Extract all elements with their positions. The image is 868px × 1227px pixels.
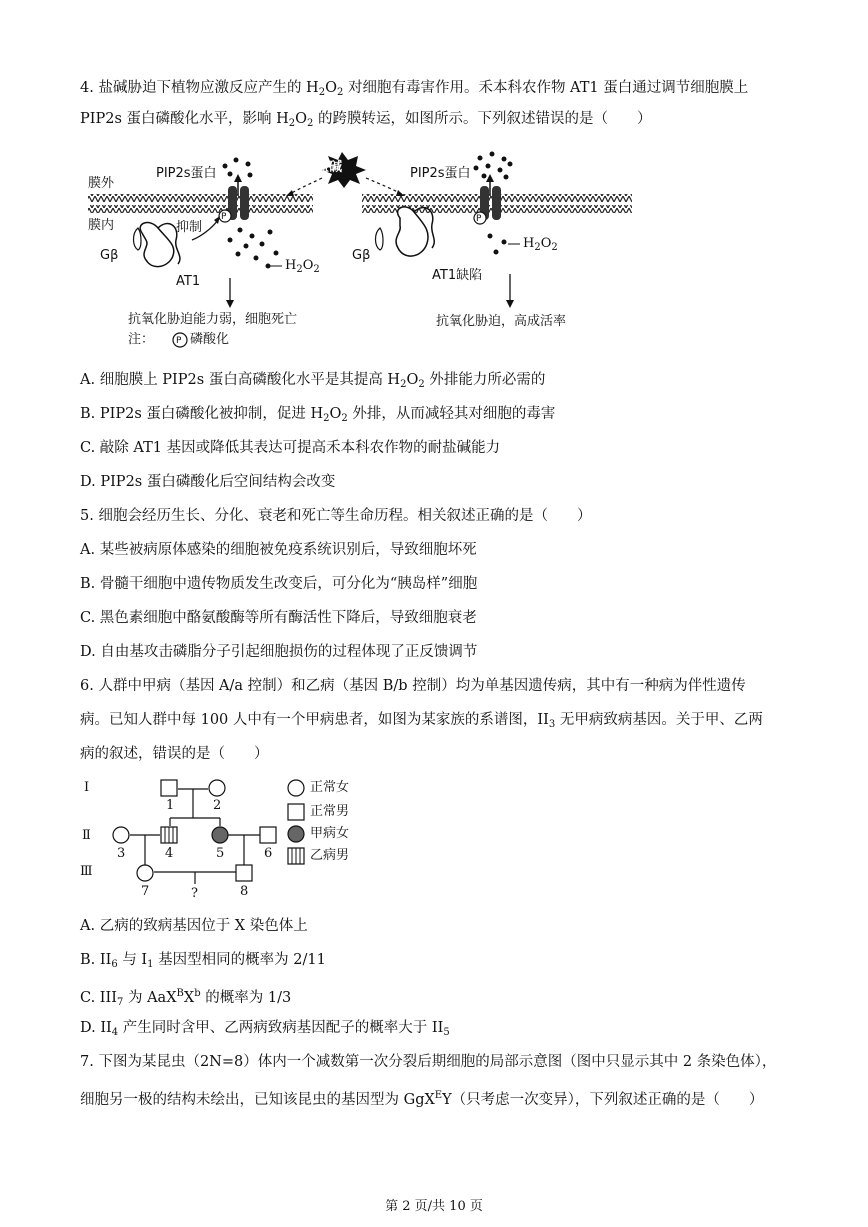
gbeta-label-left: Gβ xyxy=(100,248,119,263)
gbeta-label-right: Gβ xyxy=(352,248,371,263)
pedigree-i2-female xyxy=(209,780,225,796)
inside-label: 膜内 xyxy=(88,218,115,233)
gbeta-right-icon xyxy=(376,228,384,250)
at1-label: AT1 xyxy=(176,274,201,289)
h2o2-dots-outside-left xyxy=(223,158,253,178)
pedigree-ii3-female xyxy=(113,827,129,843)
stress-label: 盐碱 xyxy=(316,160,343,175)
note-text: 磷酸化 xyxy=(190,332,230,347)
h2o2-label-left: $H_2O_2$ xyxy=(285,258,320,275)
q7-stem-line2: 细胞另一极的结构未绘出，已知该昆虫的基因型为 GgX$^E$Y（只考虑一次变异），下列叙述正确的是（ ） xyxy=(80,1090,764,1108)
text: 的跨膜转运，如图所示。下列叙述错误的是（ ） xyxy=(313,111,652,127)
page-footer: 第 2 页/共 10 页 xyxy=(385,1199,483,1214)
gen-label-ii: Ⅱ xyxy=(82,828,91,843)
at1-protein-left-icon xyxy=(140,223,180,267)
q4-option-a: A. 细胞膜上 PIP2s 蛋白高磷酸化水平是其提高 $H_2O_2$ 外排能力所必需的 xyxy=(80,372,546,390)
label-5: 5 xyxy=(216,846,225,861)
legend-normal-male-icon xyxy=(288,804,304,820)
gbeta-left-icon xyxy=(134,228,142,250)
subscript: 2 xyxy=(307,118,314,129)
q5-option-a: A. 某些被病原体感染的细胞被免疫系统识别后，导致细胞坏死 xyxy=(80,542,477,558)
legend-normal-female-icon xyxy=(288,780,304,796)
legend-affected-female: 甲病女 xyxy=(310,826,350,841)
q5-option-c: C. 黑色素细胞中酪氨酸酶等所有酶活性下降后，导致细胞衰老 xyxy=(80,610,477,626)
label-6: 6 xyxy=(264,846,273,861)
h2o2-dots-inside-right xyxy=(488,234,507,255)
q6-option-d: D. $II_4$ 产生同时含甲、乙两病致病基因配子的概率大于 $II_5$ xyxy=(80,1020,450,1038)
inhibit-label: 抑制 xyxy=(176,220,203,235)
pedigree-ii6-male xyxy=(260,827,276,843)
h2o2-dots-outside-right xyxy=(474,152,513,180)
q6-stem-line2: 病。已知人群中每 100 人中有一个甲病患者，如图为某家族的系谱图，$II_3$ 无甲病致病基因。关于甲、乙两 xyxy=(80,712,763,730)
phosphate-left-label: P xyxy=(221,212,227,222)
pedigree-iii7-female xyxy=(137,865,153,881)
membrane-left-lower xyxy=(88,205,313,213)
label-1: 1 xyxy=(166,798,175,813)
q4-stem-line1 xyxy=(80,78,748,103)
result-right-label: 抗氧化胁迫，高成活率 xyxy=(436,314,567,329)
h2o2-label-right: $H_2O_2$ xyxy=(523,236,558,253)
q7-stem-line1: 7. 下图为某昆虫（2N=8）体内一个减数第一次分裂后期细胞的局部示意图（图中只显示其中 2 条染色体）， xyxy=(80,1054,777,1070)
q6-option-b: B. $II_6$ 与 $I_1$ 基因型相同的概率为 2/11 xyxy=(80,952,326,970)
label-3: 3 xyxy=(117,846,126,861)
h2o2-dots-inside-left xyxy=(228,228,279,261)
legend-normal-female: 正常女 xyxy=(310,780,350,795)
q6-option-a: A. 乙病的致病基因位于 X 染色体上 xyxy=(80,918,308,934)
gen-label-i: Ⅰ xyxy=(84,780,90,795)
pedigree-figure xyxy=(80,774,380,908)
pip2s-label-left: PIP2s蛋白 xyxy=(156,166,217,181)
q6-stem-line3: 病的叙述，错误的是（ ） xyxy=(80,746,269,762)
pip2s-label-right: PIP2s蛋白 xyxy=(410,166,471,181)
q6-option-c: C. $III_7$ 为 $AaX^BX^b$ 的概率为 1/3 xyxy=(80,988,292,1008)
label-4: 4 xyxy=(165,846,174,861)
label-8: 8 xyxy=(240,884,249,899)
subscript: 2 xyxy=(318,87,326,98)
note-phosphate-label: P xyxy=(176,336,182,346)
phosphate-right-label: P xyxy=(476,214,482,224)
label-unknown: ? xyxy=(191,886,198,901)
text: 4. 盐碱胁迫下植物应激反应产生的 H xyxy=(80,80,319,96)
q6-stem-line1: 6. 人群中甲病（基因 A/a 控制）和乙病（基因 B/b 控制）均为单基因遗传病，其中有一种病为伴性遗传 xyxy=(80,678,746,694)
q4-option-b: B. PIP2s 蛋白磷酸化被抑制，促进 $H_2O_2$ 外排，从而减轻其对细胞的毒害 xyxy=(80,406,556,424)
label-7: 7 xyxy=(141,884,150,899)
at1-protein-right-icon xyxy=(396,207,434,256)
outside-label: 膜外 xyxy=(88,176,115,191)
gen-label-iii: Ⅲ xyxy=(80,864,93,879)
q5-stem: 5. 细胞会经历生长、分化、衰老和死亡等生命历程。相关叙述正确的是（ ） xyxy=(80,508,592,524)
at1-defect-label: AT1缺陷 xyxy=(432,268,483,283)
q4-option-d: D. PIP2s 蛋白磷酸化后空间结构会改变 xyxy=(80,474,336,490)
note-label: 注： xyxy=(128,332,155,347)
pedigree-iii8-male xyxy=(236,865,252,881)
q4-stem-line2 xyxy=(80,109,652,134)
label-2: 2 xyxy=(213,798,222,813)
legend-normal-male: 正常男 xyxy=(310,804,350,819)
text: 对细胞有毒害作用。禾本科农作物 AT1 蛋白通过调节细胞膜上 xyxy=(343,80,749,96)
subscript: 2 xyxy=(336,87,344,98)
q5-option-d: D. 自由基攻击磷脂分子引起细胞损伤的过程体现了正反馈调节 xyxy=(80,644,478,660)
stress-arrow-left-icon xyxy=(290,178,322,194)
text: O xyxy=(295,111,308,127)
legend-affected-female-icon xyxy=(288,826,304,842)
stress-arrow-right-icon xyxy=(366,178,402,194)
pedigree-i1-male xyxy=(161,780,177,796)
q4-figure xyxy=(80,148,640,348)
subscript: 2 xyxy=(288,118,296,129)
pedigree-ii5-affected-a-female xyxy=(212,827,228,843)
membrane-left-upper xyxy=(88,194,313,202)
q5-option-b: B. 骨髓干细胞中遗传物质发生改变后，可分化为“胰岛样”细胞 xyxy=(80,576,478,592)
result-left-label: 抗氧化胁迫能力弱，细胞死亡 xyxy=(128,312,298,327)
text: PIP2s 蛋白磷酸化水平，影响 H xyxy=(80,111,289,127)
q4-option-c: C. 敲除 AT1 基因或降低其表达可提高禾本科农作物的耐盐碱能力 xyxy=(80,440,501,456)
legend-b-male: 乙病男 xyxy=(310,848,350,863)
text: O xyxy=(325,80,337,96)
